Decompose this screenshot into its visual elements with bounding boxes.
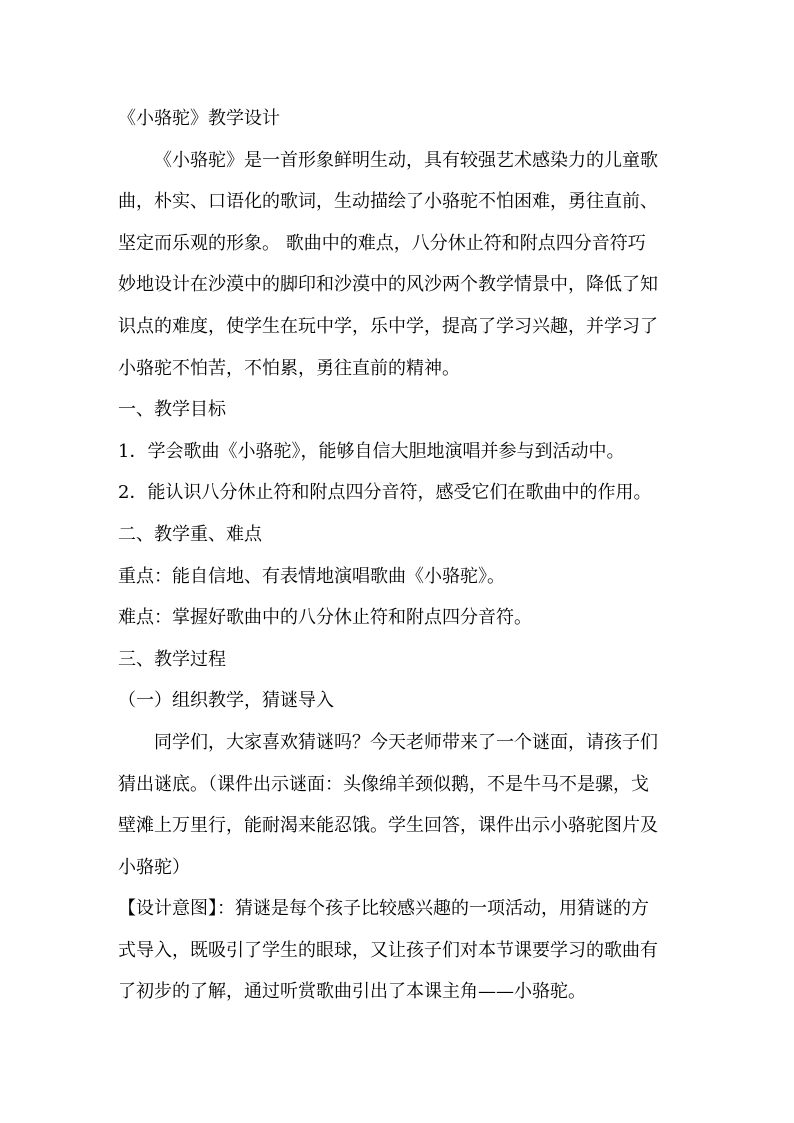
document-title: 《小骆驼》教学设计	[118, 108, 280, 129]
document-body	[118, 98, 678, 1013]
key-point: 重点：能自信地、有表情地演唱歌曲《小骆驼》。	[118, 565, 505, 587]
section-heading-key-points: 二、教学重、难点	[118, 523, 262, 545]
design-intent-line: 了初步的了解，通过听赏歌曲引出了本课主角——小骆驼。	[118, 981, 586, 1003]
intro-line: 《小骆驼》是一首形象鲜明生动，具有较强艺术感染力的儿童歌	[154, 149, 658, 171]
difficult-point: 难点：掌握好歌曲中的八分休止符和附点四分音符。	[118, 607, 532, 629]
goal-item: 1．学会歌曲《小骆驼》，能够自信大胆地演唱并参与到活动中。	[118, 440, 625, 462]
intro-line: 曲，朴实、口语化的歌词，生动描绘了小骆驼不怕困难，勇往直前、	[118, 191, 658, 213]
design-intent-line: 式导入，既吸引了学生的眼球，又让孩子们对本节课要学习的歌曲有	[118, 939, 658, 961]
section-heading-process: 三、教学过程	[118, 648, 226, 670]
intro-line: 坚定而乐观的形象。 歌曲中的难点，八分休止符和附点四分音符巧	[118, 232, 646, 254]
riddle-line: 小骆驼）	[118, 856, 190, 878]
intro-line: 小骆驼不怕苦，不怕累，勇往直前的精神。	[118, 357, 460, 379]
riddle-line: 壁滩上万里行，能耐渴来能忍饿。学生回答，课件出示小骆驼图片及	[118, 815, 658, 837]
section-heading-goals: 一、教学目标	[118, 399, 226, 421]
subsection-heading: （一）组织教学，猜谜导入	[118, 690, 334, 712]
design-intent-line: 【设计意图】：猜谜是每个孩子比较感兴趣的一项活动，用猜谜的方	[118, 898, 649, 920]
riddle-line: 同学们，大家喜欢猜谜吗？今天老师带来了一个谜面，请孩子们	[154, 731, 658, 753]
riddle-line: 猜出谜底。（课件出示谜面：头像绵羊颈似鹅，不是牛马不是骡，戈	[118, 773, 649, 795]
intro-line: 妙地设计在沙漠中的脚印和沙漠中的风沙两个教学情景中，降低了知	[118, 274, 658, 296]
intro-line: 识点的难度，使学生在玩中学，乐中学，提高了学习兴趣，并学习了	[118, 315, 658, 337]
goal-item: 2．能认识八分休止符和附点四分音符，感受它们在歌曲中的作用。	[118, 482, 652, 504]
